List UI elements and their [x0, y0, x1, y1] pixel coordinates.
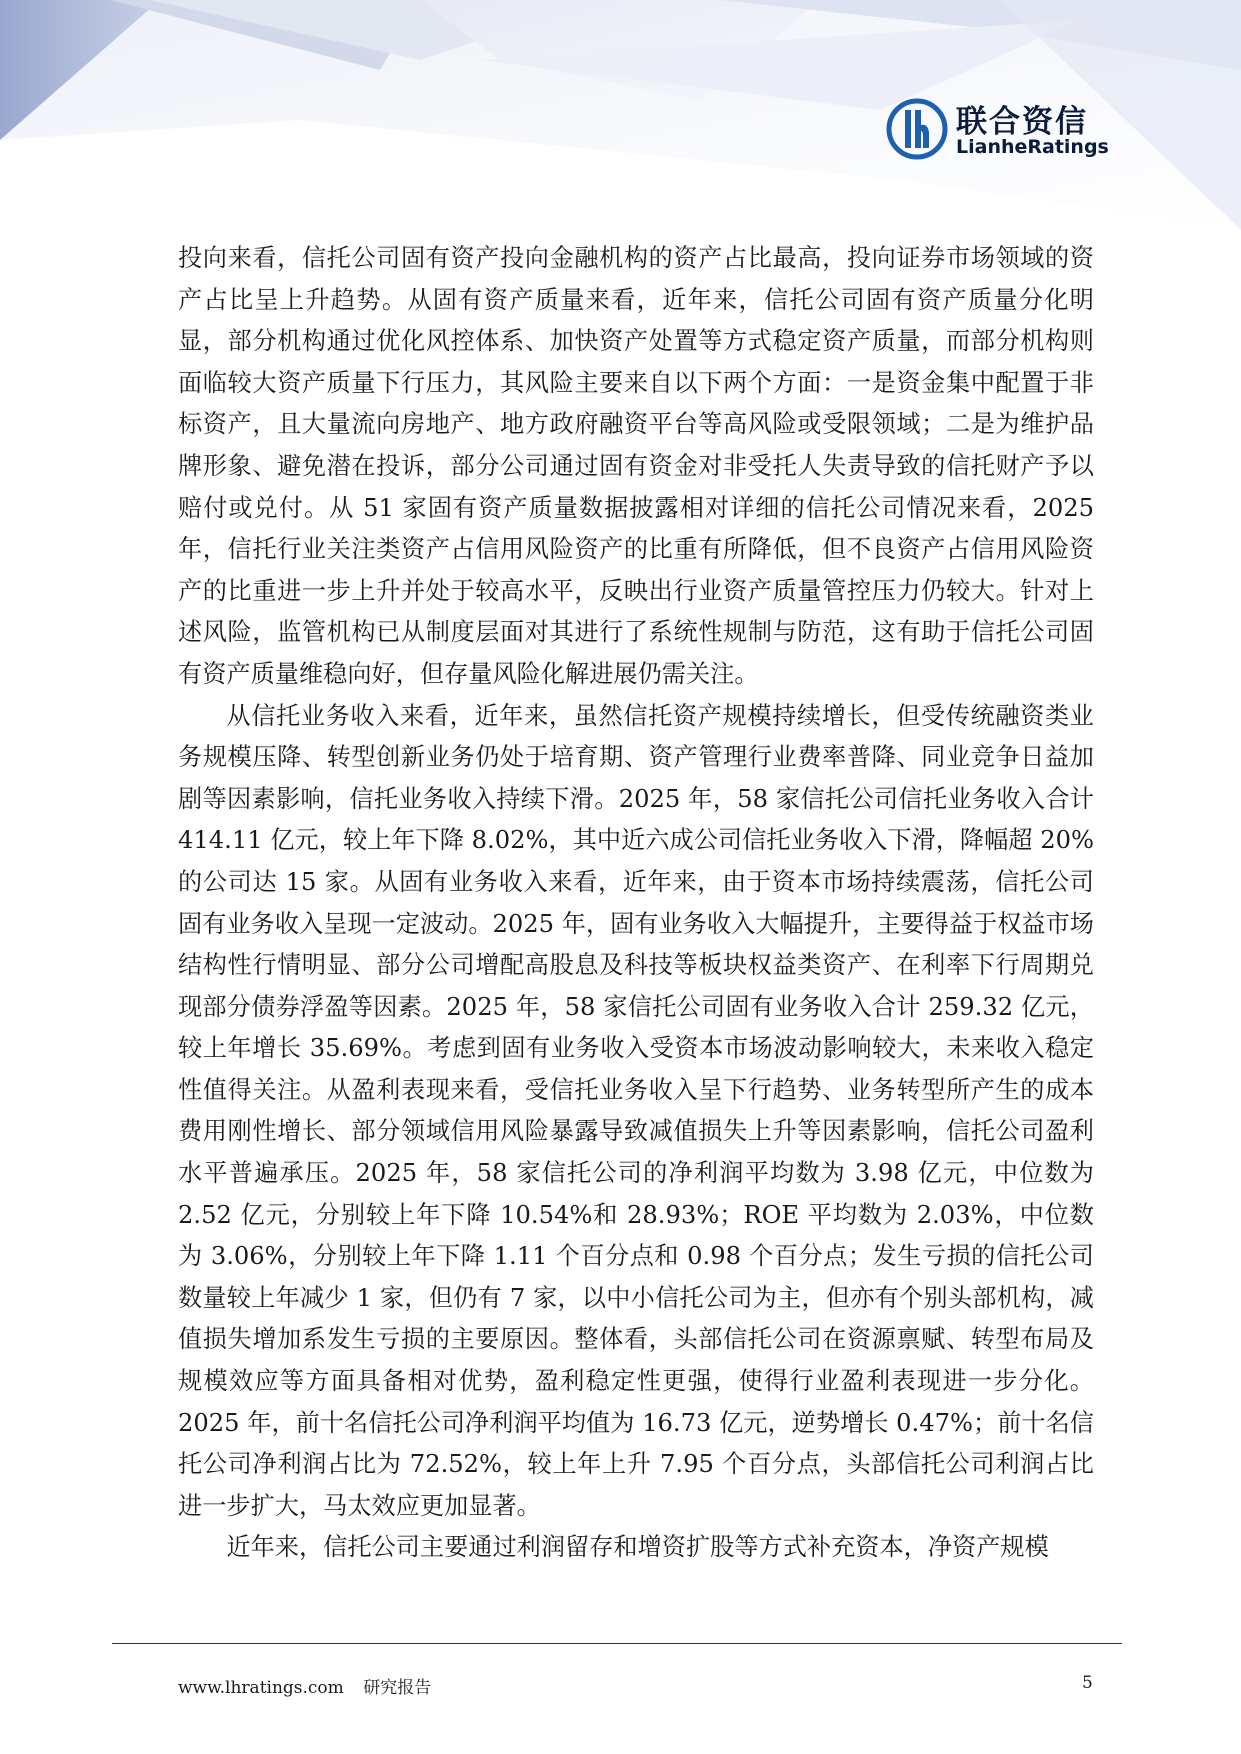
logo-chinese-name: 联合资信 [956, 104, 1088, 140]
footer-divider [112, 1643, 1122, 1644]
footer-report-type: 研究报告 [363, 1678, 432, 1698]
lianhe-logo-icon [886, 98, 948, 160]
company-logo [886, 96, 1109, 162]
report-body [178, 238, 1094, 1569]
paragraph-3: 近年来，信托公司主要通过利润留存和增资扩股等方式补充资本，净资产规模 [226, 1533, 1049, 1562]
logo-english-name: LianheRatings [956, 136, 1109, 158]
footer-info [178, 1673, 445, 1698]
footer-website-link[interactable]: www.lhratings.com [178, 1678, 344, 1698]
paragraph-2: 从信托业务收入来看，近年来，虽然信托资产规模持续增长，但受传统融资类业务规模压降、转型创新业务仍处于培育期、资产管理行业费率普降、同业竞争日益加剧等因素影响，信托业务收入持续下滑。2025 年，58 家信托公司信托业务收入合计 414.11 亿元，较上年下降 8.02%，其中近六成公司信托业务收入下滑，降幅超 20%的公司达 15 家。从固有业务收入来看，近年来，由于资本市场持续震荡，信托公司固有业务收入呈现一定波动。2025 年，固有业务收入大幅提升，主要得益于权益市场结构性行情明显、部分公司增配高股息及科技等板块权益类资产、在利率下行周期兑现部分债券浮盈等因素。2025 年，58 家信托公司固有业务收入合计 259.32 亿元，较上年增长 35.69%。考虑到固有业务收入受资本市场波动影响较大，未来收入稳定性值得关注。从盈利表现来看，受信托业务收入呈下行趋势、业务转型所产生的成本费用刚性增长、部分领域信用风险暴露导致减值损失上升等因素影响，信托公司盈利水平普遍承压。2025 年，58 家信托公司的净利润平均数为 3.98 亿元，中位数为 2.52 亿元，分别较上年下降 10.54%和 28.93%；ROE 平均数为 2.03%，中位数为 3.06%，分别较上年下降 1.11 个百分点和 0.98 个百分点；发生亏损的信托公司数量较上年减少 1 家，但仍有 7 家，以中小信托公司为主，但亦有个别头部机构，减值损失增加系发生亏损的主要原因。整体看，头部信托公司在资源禀赋、转型布局及规模效应等方面具备相对优势，盈利稳定性更强，使得行业盈利表现进一步分化。2025 年，前十名信托公司净利润平均值为 16.73 亿元，逆势增长 0.47%；前十名信托公司净利润占比为 72.52%，较上年上升 7.95 个百分点，头部信托公司利润占比进一步扩大，马太效应更加显著。 [178, 701, 1094, 1520]
paragraph-1: 投向来看，信托公司固有资产投向金融机构的资产占比最高，投向证券市场领域的资产占比呈上升趋势。从固有资产质量来看，近年来，信托公司固有资产质量分化明显，部分机构通过优化风控体系、加快资产处置等方式稳定资产质量，而部分机构则面临较大资产质量下行压力，其风险主要来自以下两个方面：一是资金集中配置于非标资产，且大量流向房地产、地方政府融资平台等高风险或受限领域；二是为维护品牌形象、避免潜在投诉，部分公司通过固有资金对非受托人失责导致的信托财产予以赔付或兑付。从 51 家固有资产质量数据披露相对详细的信托公司情况来看，2025 年，信托行业关注类资产占信用风险资产的比重有所降低，但不良资产占信用风险资产的比重进一步上升并处于较高水平，反映出行业资产质量管控压力仍较大。针对上述风险，监管机构已从制度层面对其进行了系统性规制与防范，这有助于信托公司固有资产质量维稳向好，但存量风险化解进展仍需关注。 [178, 244, 1094, 688]
page-number: 5 [1082, 1673, 1093, 1693]
